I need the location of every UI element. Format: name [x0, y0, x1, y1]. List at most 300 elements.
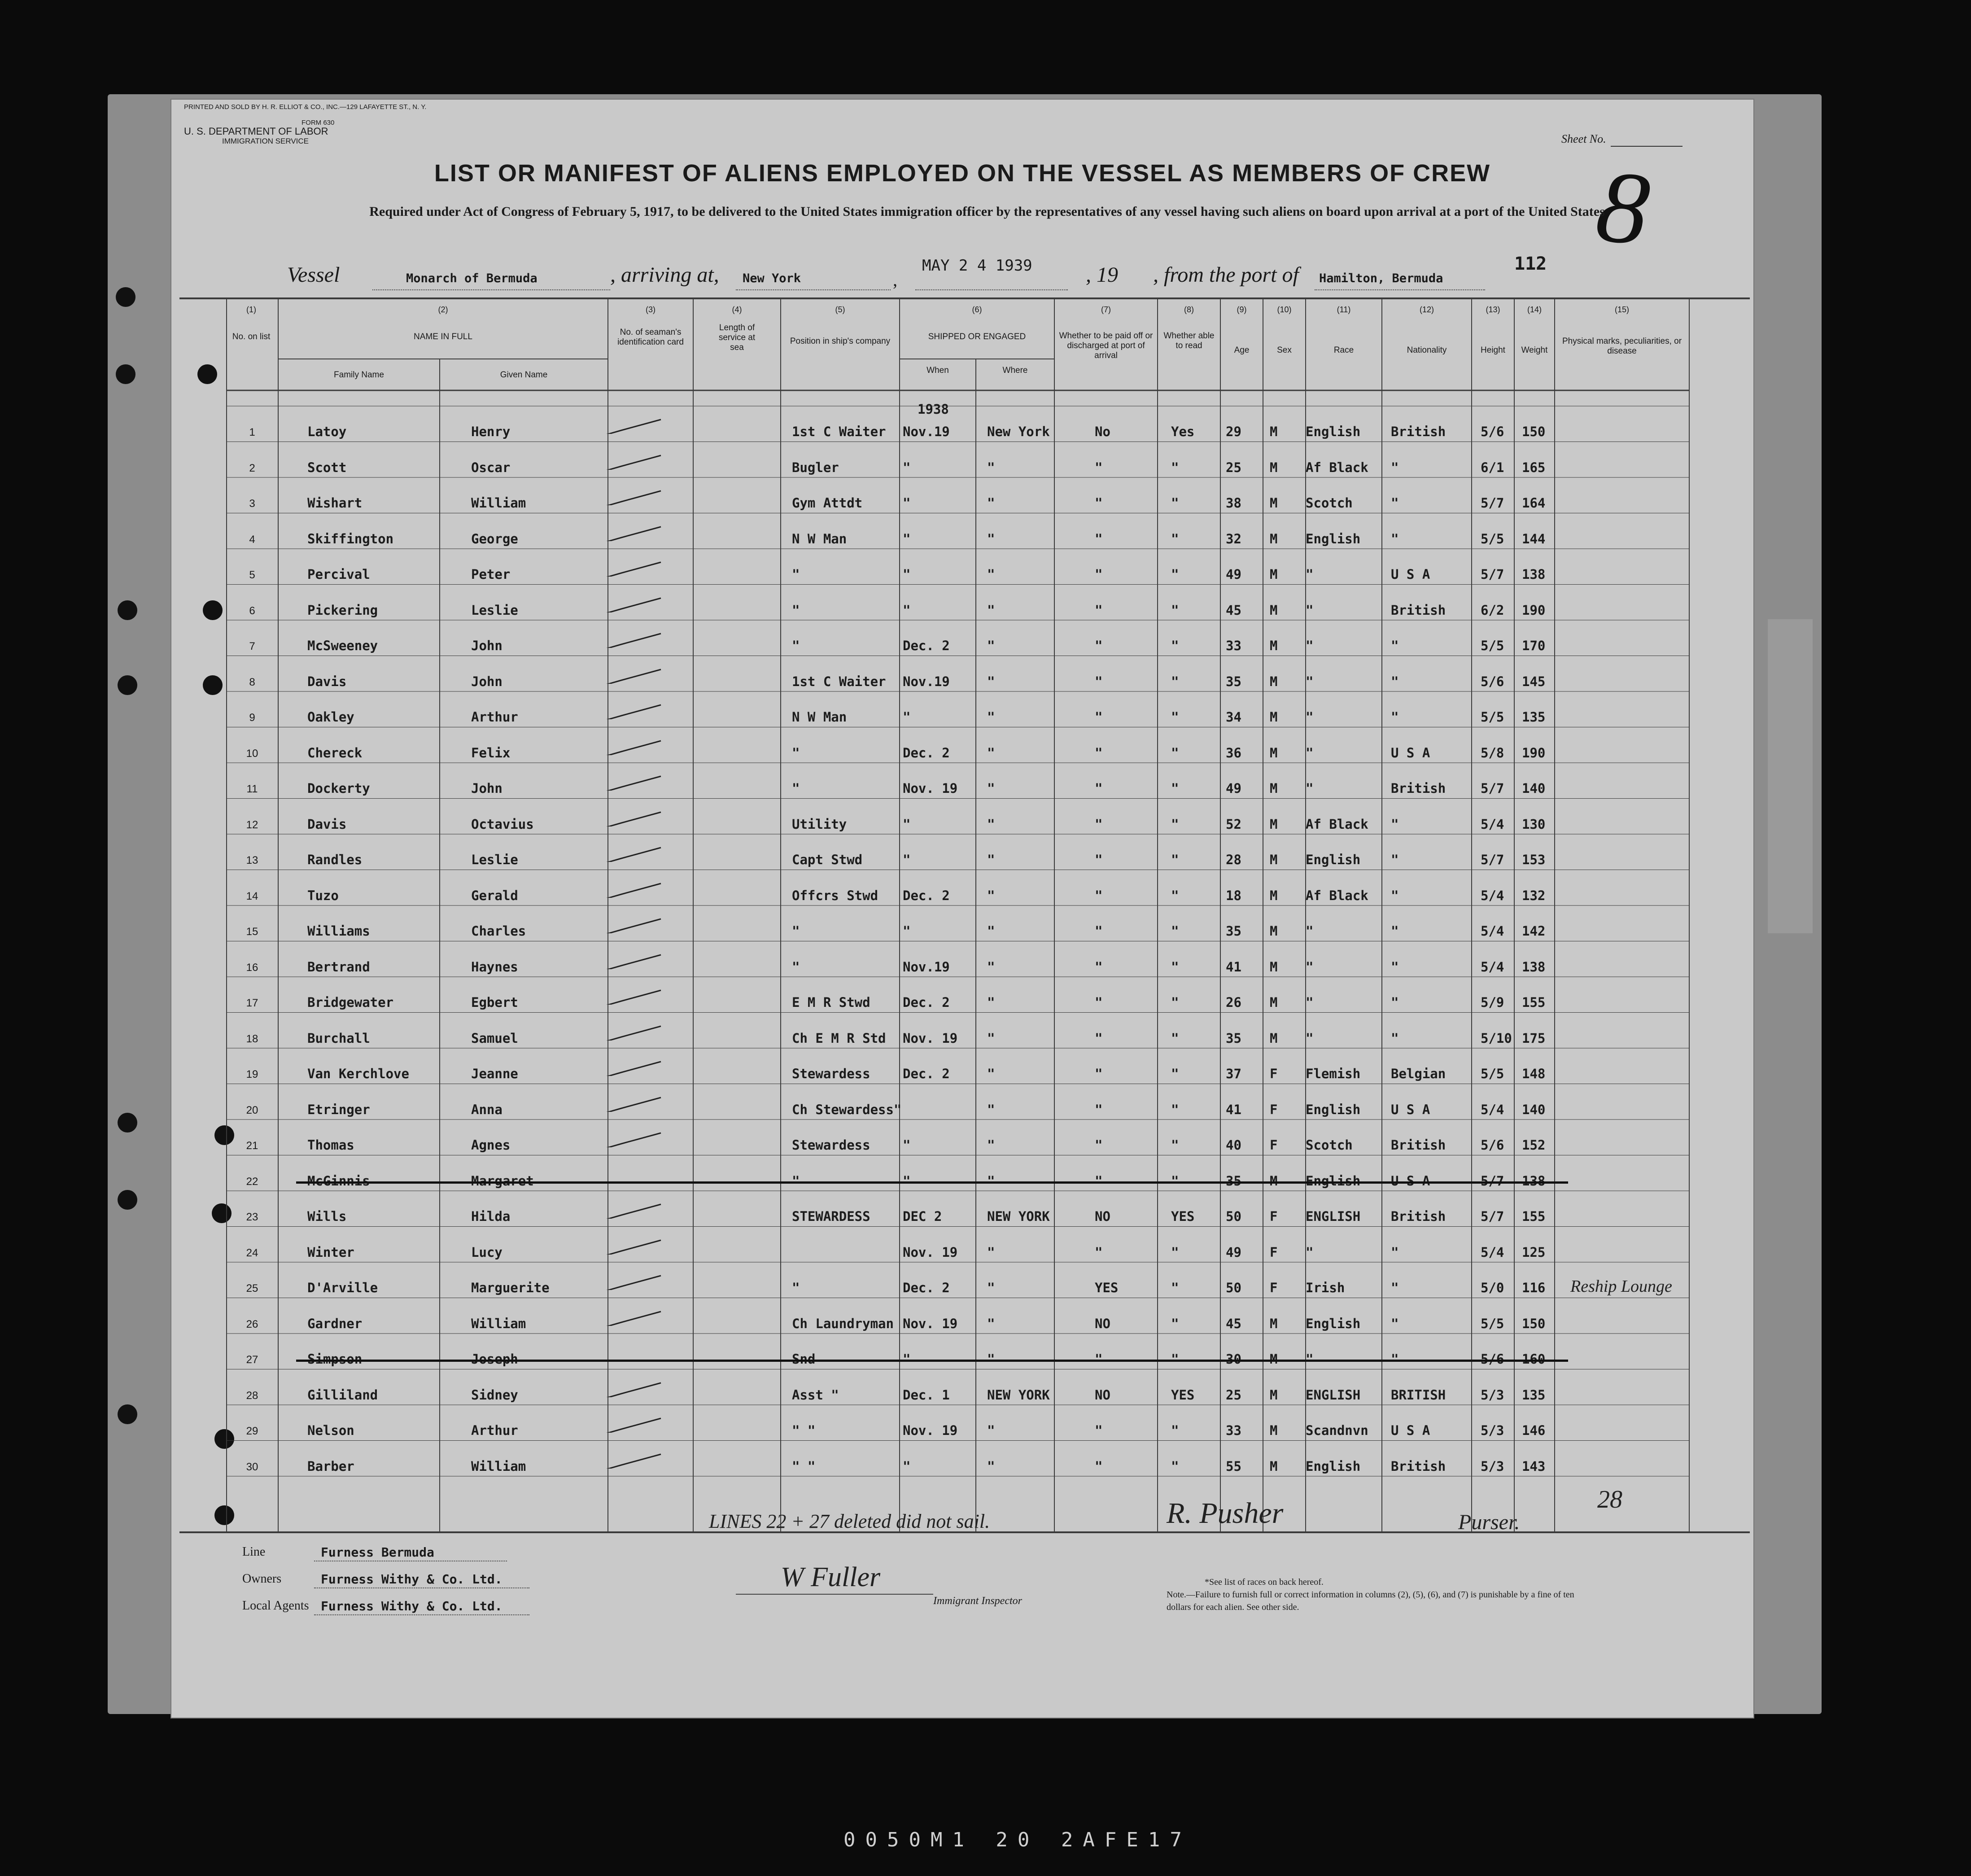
cell-family: Gilliland	[307, 1387, 378, 1403]
deletion-strike	[296, 1360, 1568, 1362]
col13-num: (13)	[1486, 305, 1500, 314]
col14-num: (14)	[1527, 305, 1542, 314]
cell-race: English	[1306, 852, 1361, 867]
cell-race: "	[1306, 781, 1314, 796]
cell-age: 40	[1226, 1137, 1241, 1153]
cell-position: Stewardess	[792, 1066, 870, 1081]
cell-where: New York	[987, 424, 1050, 439]
page-subtitle: Required under Act of Congress of February 5, 1917, to be delivered to the United States immigration officer by the representatives of any vessel having such aliens on board upon arrival at a port of the United States	[369, 204, 1605, 219]
cell-paid: "	[1095, 995, 1103, 1010]
cell-given: Charles	[471, 923, 526, 939]
col4-header: Length of service at sea	[718, 323, 756, 352]
film-strip-number: 0050M1 20 2AFE17	[843, 1828, 1192, 1851]
cell-when: "	[903, 495, 911, 511]
punch-hole	[116, 287, 135, 307]
check-mark	[603, 523, 662, 541]
department-name: U. S. DEPARTMENT OF LABOR	[184, 126, 328, 137]
cell-given: Felix	[471, 745, 511, 761]
inspector-signature: W Fuller	[781, 1562, 881, 1592]
cell-where: NEW YORK	[987, 1387, 1050, 1403]
cell-nationality: U S A	[1391, 1423, 1430, 1438]
cell-race: "	[1306, 745, 1314, 761]
footer-note-races: *See list of races on back hereof.	[1205, 1577, 1324, 1587]
cell-weight: 140	[1522, 1102, 1546, 1117]
cell-age: 49	[1226, 1244, 1241, 1260]
cell-family: Davis	[307, 673, 347, 689]
cell-height: 5/4	[1481, 816, 1504, 832]
col2-num: (2)	[438, 305, 448, 314]
col11-num: (11)	[1337, 305, 1351, 314]
cell-age: 38	[1226, 495, 1241, 511]
cell-race: "	[1306, 1030, 1314, 1046]
cell-read: "	[1171, 781, 1179, 796]
cell-weight: 142	[1522, 923, 1546, 939]
cell-family: Wills	[307, 1209, 347, 1224]
cell-height: 5/6	[1481, 673, 1504, 689]
cell-family: Etringer	[307, 1102, 370, 1117]
cell-family: Williams	[307, 923, 370, 939]
cell-height: 5/5	[1481, 638, 1504, 653]
col9-header: Age	[1234, 345, 1250, 355]
check-mark	[603, 1451, 662, 1469]
row-number: 21	[246, 1140, 258, 1152]
cell-weight: 138	[1522, 1173, 1546, 1189]
cell-family: Burchall	[307, 1030, 370, 1046]
cell-read: "	[1171, 1351, 1179, 1367]
cell-height: 5/7	[1481, 1173, 1504, 1189]
cell-position: "	[792, 781, 800, 796]
cell-where: "	[987, 1351, 995, 1367]
cell-family: Latoy	[307, 424, 347, 439]
cell-read: "	[1171, 638, 1179, 653]
cell-race: Irish	[1306, 1280, 1345, 1295]
col6-header: SHIPPED OR ENGAGED	[928, 332, 1026, 341]
check-mark	[603, 487, 662, 505]
cell-paid: "	[1095, 673, 1103, 689]
cell-height: 5/4	[1481, 923, 1504, 939]
col12-header: Nationality	[1407, 345, 1447, 355]
row-number: 12	[246, 818, 258, 831]
row-number: 3	[249, 498, 255, 510]
cell-nationality: British	[1391, 1458, 1446, 1474]
punch-hole	[214, 1125, 234, 1145]
col15-num: (15)	[1614, 305, 1629, 314]
cell-nationality: "	[1391, 638, 1399, 653]
cell-paid: "	[1095, 1244, 1103, 1260]
cell-position: "	[792, 638, 800, 653]
sheet-no-label: Sheet No.	[1561, 132, 1606, 145]
cell-position: Ch Laundryman	[792, 1316, 894, 1331]
cell-family: Gardner	[307, 1316, 363, 1331]
cell-race: "	[1306, 959, 1314, 975]
cell-age: 45	[1226, 1316, 1241, 1331]
cell-family: Simpson	[307, 1351, 363, 1367]
cell-sex: M	[1270, 995, 1278, 1010]
cell-read: "	[1171, 531, 1179, 547]
col14-header: Weight	[1521, 345, 1548, 355]
where-header: Where	[1002, 366, 1028, 375]
punch-hole	[197, 364, 217, 384]
col13-header: Height	[1481, 345, 1505, 355]
cell-paid: "	[1095, 1137, 1103, 1153]
cell-when: "	[903, 1173, 911, 1189]
check-mark	[603, 1272, 662, 1290]
cell-position: "	[792, 1173, 800, 1189]
cell-when: Nov.19	[903, 959, 950, 975]
cell-sex: M	[1270, 816, 1278, 832]
line-value: Furness Bermuda	[321, 1545, 434, 1560]
cell-race: Scandnvn	[1306, 1423, 1368, 1438]
cell-nationality: "	[1391, 1244, 1399, 1260]
cell-where: "	[987, 888, 995, 903]
cell-given: Lucy	[471, 1244, 503, 1260]
cell-where: "	[987, 1137, 995, 1153]
cell-position: "	[792, 745, 800, 761]
cell-position: Asst "	[792, 1387, 839, 1403]
cell-when: Dec. 1	[903, 1387, 950, 1403]
cell-race: "	[1306, 995, 1314, 1010]
cell-paid: "	[1095, 1066, 1103, 1081]
cell-paid: "	[1095, 709, 1103, 725]
cell-paid: "	[1095, 1351, 1103, 1367]
col8-header: Whether able to read	[1163, 331, 1215, 350]
cell-when: Nov. 19	[903, 1030, 958, 1046]
cell-weight: 132	[1522, 888, 1546, 903]
cell-where: "	[987, 459, 995, 475]
cell-position: Stewardess	[792, 1137, 870, 1153]
page-title: LIST OR MANIFEST OF ALIENS EMPLOYED ON THE VESSEL AS MEMBERS OF CREW	[434, 160, 1491, 187]
check-mark	[603, 1094, 662, 1112]
cell-paid: "	[1095, 1423, 1103, 1438]
cell-race: "	[1306, 673, 1314, 689]
cell-nationality: "	[1391, 1030, 1399, 1046]
cell-age: 41	[1226, 1102, 1241, 1117]
cell-sex: M	[1270, 709, 1278, 725]
cell-nationality: U S A	[1391, 1102, 1430, 1117]
vessel-label: Vessel	[287, 263, 340, 287]
cell-weight: 135	[1522, 709, 1546, 725]
cell-weight: 130	[1522, 816, 1546, 832]
cell-race: ENGLISH	[1306, 1209, 1361, 1224]
cell-age: 30	[1226, 1351, 1241, 1367]
cell-read: "	[1171, 1244, 1179, 1260]
sheet-number-handwritten: 8	[1591, 148, 1655, 267]
cell-when: DEC 2	[903, 1209, 942, 1224]
cell-nationality: "	[1391, 816, 1399, 832]
cell-age: 55	[1226, 1458, 1241, 1474]
date-fill-line	[915, 289, 1068, 290]
cell-position: "	[792, 1280, 800, 1295]
cell-position: Gym Attdt	[792, 495, 863, 511]
vessel-name: Monarch of Bermuda	[406, 271, 538, 285]
cell-paid: "	[1095, 959, 1103, 975]
col2-header: NAME IN FULL	[414, 332, 472, 341]
cell-read: "	[1171, 1316, 1179, 1331]
cell-given: Leslie	[471, 852, 518, 867]
cell-given: Arthur	[471, 709, 518, 725]
punch-hole	[118, 600, 137, 620]
cell-race: "	[1306, 602, 1314, 618]
cell-read: "	[1171, 1423, 1179, 1438]
footer-note	[1167, 1576, 1579, 1614]
cell-given: Agnes	[471, 1137, 511, 1153]
cell-weight: 190	[1522, 745, 1546, 761]
cell-where: "	[987, 745, 995, 761]
row-number: 11	[246, 783, 258, 795]
cell-given: John	[471, 638, 503, 653]
cell-height: 5/4	[1481, 1244, 1504, 1260]
cell-family: Oakley	[307, 709, 354, 725]
cell-given: Jeanne	[471, 1066, 518, 1081]
cell-height: 5/7	[1481, 1209, 1504, 1224]
cell-nationality: "	[1391, 709, 1399, 725]
row-number: 10	[246, 747, 258, 760]
cell-weight: 135	[1522, 1387, 1546, 1403]
cell-family: Chereck	[307, 745, 363, 761]
cell-position: Bugler	[792, 459, 839, 475]
cell-when: "	[903, 852, 911, 867]
cell-weight: 138	[1522, 567, 1546, 582]
cell-race: Flemish	[1306, 1066, 1361, 1081]
cell-family: Skiffington	[307, 531, 394, 547]
cell-paid: "	[1095, 923, 1103, 939]
punch-hole	[116, 364, 135, 384]
cell-where: "	[987, 1066, 995, 1081]
cell-age: 37	[1226, 1066, 1241, 1081]
cell-given: Hilda	[471, 1209, 511, 1224]
purser-signature: R. Pusher	[1167, 1497, 1284, 1530]
cell-when: "	[903, 1458, 911, 1474]
row-number: 5	[249, 569, 255, 581]
col8-num: (8)	[1184, 305, 1194, 314]
check-mark	[603, 666, 662, 684]
owners-label: Owners	[242, 1572, 282, 1586]
cell-race: English	[1306, 1458, 1361, 1474]
col10-num: (10)	[1277, 305, 1292, 314]
cell-height: 5/4	[1481, 1102, 1504, 1117]
cell-where: "	[987, 1030, 995, 1046]
row-number: 4	[249, 533, 255, 546]
cell-position: " "	[792, 1423, 816, 1438]
punch-hole	[203, 675, 223, 695]
cell-age: 25	[1226, 1387, 1241, 1403]
cell-height: 5/3	[1481, 1423, 1504, 1438]
cell-nationality: U S A	[1391, 567, 1430, 582]
punch-hole	[214, 1505, 234, 1525]
row-number: 26	[246, 1318, 258, 1330]
row-number: 14	[246, 890, 258, 902]
cell-read: "	[1171, 852, 1179, 867]
cell-weight: 165	[1522, 459, 1546, 475]
row-number: 20	[246, 1104, 258, 1116]
cell-weight: 143	[1522, 1458, 1546, 1474]
cell-where: NEW YORK	[987, 1209, 1050, 1224]
row-number: 17	[246, 997, 258, 1009]
cell-given: Gerald	[471, 888, 518, 903]
cell-position: Snd	[792, 1351, 816, 1367]
cell-where: "	[987, 602, 995, 618]
cell-when: Nov.19	[903, 424, 950, 439]
cell-race: Scotch	[1306, 1137, 1353, 1153]
cell-sex: F	[1270, 1066, 1278, 1081]
cell-family: Pickering	[307, 602, 378, 618]
check-mark	[603, 809, 662, 826]
cell-given: Henry	[471, 424, 511, 439]
row-number: 7	[249, 640, 255, 652]
cell-position: "	[792, 923, 800, 939]
punch-hole	[214, 1429, 234, 1449]
cell-where: "	[987, 1316, 995, 1331]
cell-when: "	[903, 923, 911, 939]
cell-when: "	[903, 567, 911, 582]
given-name-header: Given Name	[500, 370, 548, 380]
cell-when: "	[903, 531, 911, 547]
cell-nationality: "	[1391, 673, 1399, 689]
cell-age: 26	[1226, 995, 1241, 1010]
cell-read: YES	[1171, 1209, 1195, 1224]
cell-family: Bertrand	[307, 959, 370, 975]
cell-height: 5/7	[1481, 781, 1504, 796]
row-number: 13	[246, 854, 258, 866]
cell-weight: 148	[1522, 1066, 1546, 1081]
cell-nationality: British	[1391, 1137, 1446, 1153]
cell-position: "	[792, 567, 800, 582]
cell-height: 5/5	[1481, 1066, 1504, 1081]
punch-hole	[118, 1113, 137, 1133]
cell-nationality: British	[1391, 602, 1446, 618]
cell-family: Tuzo	[307, 888, 339, 903]
col3-header: No. of seaman's identification card	[617, 328, 684, 347]
cell-position: Ch E M R Std	[792, 1030, 886, 1046]
cell-age: 35	[1226, 1030, 1241, 1046]
cell-sex: M	[1270, 1030, 1278, 1046]
cell-when: Dec. 2	[903, 638, 950, 653]
row-number: 16	[246, 961, 258, 974]
cell-read: "	[1171, 602, 1179, 618]
cell-where: "	[987, 852, 995, 867]
cell-age: 36	[1226, 745, 1241, 761]
cell-read: "	[1171, 1102, 1179, 1117]
cell-sex: M	[1270, 888, 1278, 903]
cell-sex: F	[1270, 1102, 1278, 1117]
cell-given: Arthur	[471, 1423, 518, 1438]
cell-sex: M	[1270, 1423, 1278, 1438]
cell-race: English	[1306, 1173, 1361, 1189]
cell-where: "	[987, 1458, 995, 1474]
cell-height: 5/4	[1481, 959, 1504, 975]
cell-paid: "	[1095, 852, 1103, 867]
cell-sex: M	[1270, 424, 1278, 439]
cell-sex: M	[1270, 745, 1278, 761]
cell-sex: M	[1270, 459, 1278, 475]
cell-given: William	[471, 1458, 526, 1474]
cell-when: Nov. 19	[903, 1316, 958, 1331]
agents-value: Furness Withy & Co. Ltd.	[321, 1599, 503, 1614]
cell-family: Dockerty	[307, 781, 370, 796]
cell-given: Sidney	[471, 1387, 518, 1403]
cell-height: 5/5	[1481, 531, 1504, 547]
check-mark	[603, 773, 662, 791]
cell-where: "	[987, 1280, 995, 1295]
cell-paid: NO	[1095, 1316, 1110, 1331]
check-mark	[603, 987, 662, 1005]
check-mark	[603, 559, 662, 577]
cell-family: McSweeney	[307, 638, 378, 653]
cell-read: "	[1171, 1173, 1179, 1189]
cell-nationality: "	[1391, 1280, 1399, 1295]
cell-given: John	[471, 673, 503, 689]
cell-height: 5/7	[1481, 495, 1504, 511]
cell-given: Peter	[471, 567, 511, 582]
cell-paid: "	[1095, 567, 1103, 582]
cell-family: McGinnis	[307, 1173, 370, 1189]
cell-weight: 155	[1522, 995, 1546, 1010]
agents-fill-line	[314, 1614, 529, 1615]
cell-family: Wishart	[307, 495, 363, 511]
cell-when: "	[903, 1351, 911, 1367]
punch-hole	[118, 1190, 137, 1210]
col5-num: (5)	[835, 305, 845, 314]
cell-read: Yes	[1171, 424, 1195, 439]
printer-credit: PRINTED AND SOLD BY H. R. ELLIOT & CO., INC.—129 LAFAYETTE ST., N. Y.	[184, 103, 427, 111]
cell-age: 41	[1226, 959, 1241, 975]
cell-sex: M	[1270, 567, 1278, 582]
cell-race: ENGLISH	[1306, 1387, 1361, 1403]
cell-sex: F	[1270, 1137, 1278, 1153]
cell-nationality: "	[1391, 923, 1399, 939]
cell-weight: 175	[1522, 1030, 1546, 1046]
cell-nationality: British	[1391, 1209, 1446, 1224]
cell-given: George	[471, 531, 518, 547]
cell-when: "	[903, 459, 911, 475]
cell-age: 50	[1226, 1280, 1241, 1295]
cell-age: 18	[1226, 888, 1241, 903]
sheet-no-line	[1611, 146, 1683, 147]
cell-age: 45	[1226, 602, 1241, 618]
cell-given: Oscar	[471, 459, 511, 475]
cell-position: N W Man	[792, 531, 847, 547]
from-port-fill-line	[1315, 289, 1485, 290]
inspector-line	[736, 1594, 933, 1595]
cell-sex: M	[1270, 1458, 1278, 1474]
cell-where: "	[987, 995, 995, 1010]
cell-paid: NO	[1095, 1209, 1110, 1224]
cell-height: 5/6	[1481, 1137, 1504, 1153]
cell-sex: M	[1270, 923, 1278, 939]
inspector-label: Immigrant Inspector	[933, 1595, 1022, 1607]
cell-family: Winter	[307, 1244, 354, 1260]
cell-read: "	[1171, 495, 1179, 511]
punch-hole	[212, 1203, 232, 1223]
cell-height: 5/3	[1481, 1387, 1504, 1403]
year-label: , 19	[1086, 263, 1118, 287]
cell-paid: "	[1095, 531, 1103, 547]
check-mark	[603, 1237, 662, 1255]
cell-paid: "	[1095, 1173, 1103, 1189]
cell-race: English	[1306, 1316, 1361, 1331]
cell-height: 5/0	[1481, 1280, 1504, 1295]
cell-position: N W Man	[792, 709, 847, 725]
col4-num: (4)	[732, 305, 742, 314]
cell-sex: M	[1270, 531, 1278, 547]
col9-num: (9)	[1237, 305, 1247, 314]
col3-num: (3)	[646, 305, 656, 314]
cell-given: Joseph	[471, 1351, 518, 1367]
row-number: 30	[246, 1461, 258, 1473]
cell-age: 32	[1226, 531, 1241, 547]
check-mark	[603, 1129, 662, 1147]
cell-family: Bridgewater	[307, 995, 394, 1010]
